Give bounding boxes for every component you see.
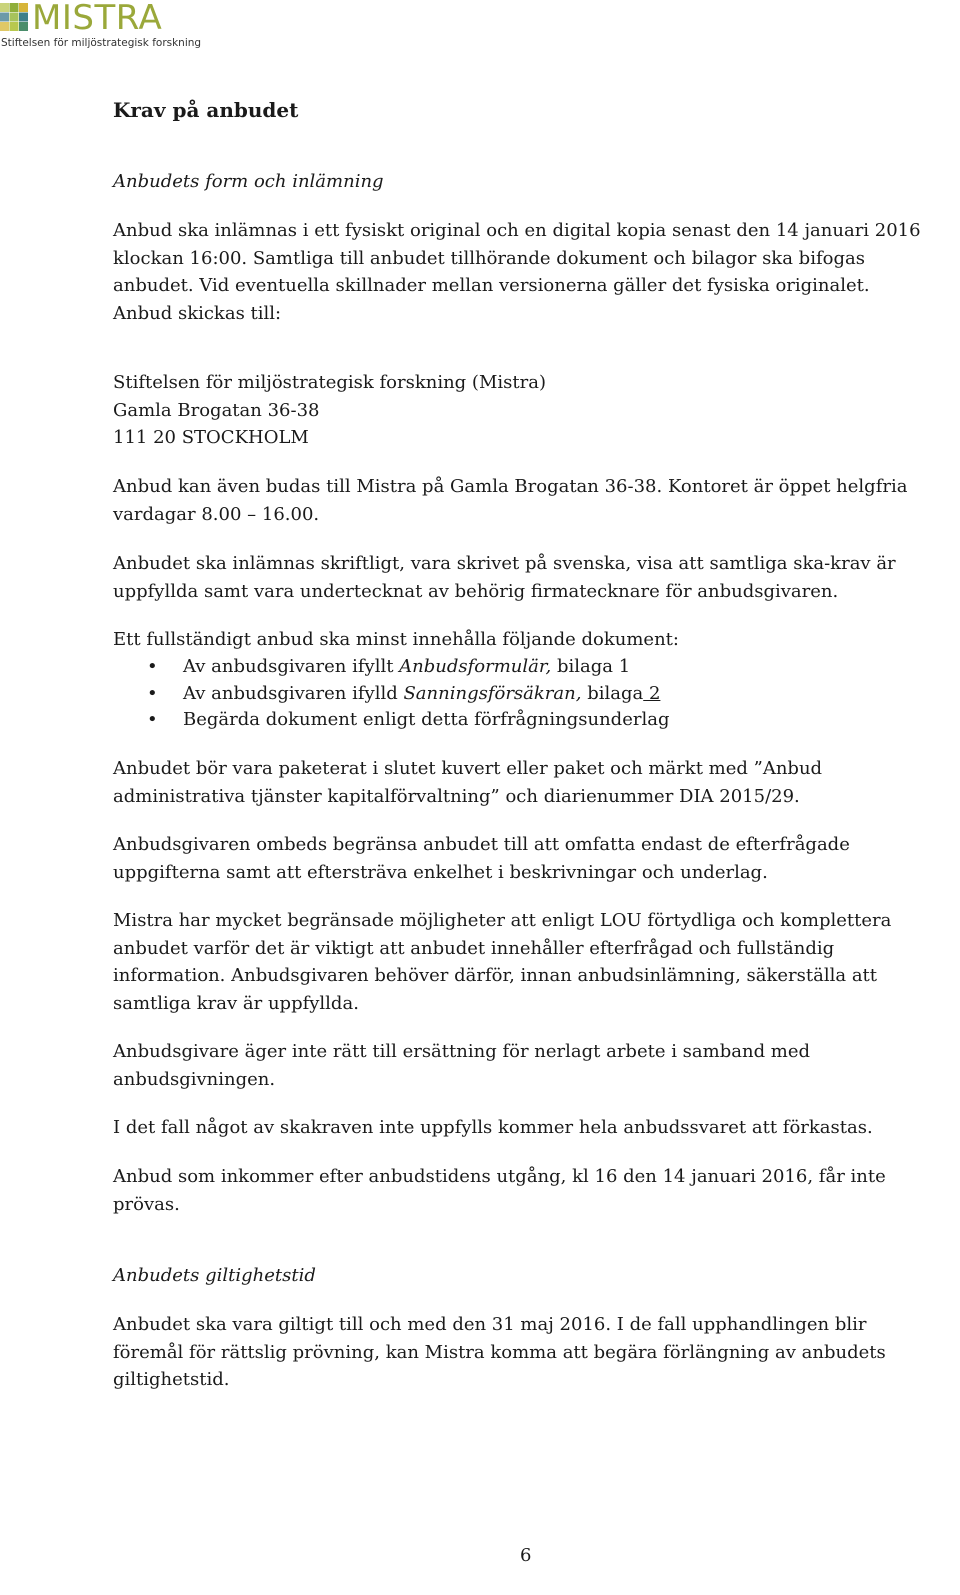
logo-tagline: Stiftelsen för miljöstrategisk forskning bbox=[1, 37, 202, 49]
paragraph-deadline bbox=[113, 1163, 943, 1218]
text-line: Ett fullständigt anbud ska minst innehålla följande dokument: bbox=[113, 629, 679, 650]
text-line: Anbudsgivaren ombeds begränsa anbudet till att omfatta endast de efterfrågade bbox=[113, 834, 850, 855]
address-line: Gamla Brogatan 36-38 bbox=[113, 399, 320, 421]
list-item: • Av anbudsgivaren ifyllt Anbudsformulär, bilaga 1 bbox=[113, 653, 913, 680]
text-line: Anbudet ska vara giltigt till och med den 31 maj 2016. I de fall upphandlingen blir bbox=[113, 1314, 867, 1335]
text-line: I det fall något av skakraven inte uppfylls kommer hela anbudssvaret att förkastas. bbox=[113, 1117, 873, 1138]
section-title-validity: Anbudets giltighetstid bbox=[113, 1265, 316, 1286]
text-line: klockan 16:00. Samtliga till anbudet tillhörande dokument och bilagor ska bifogas bbox=[113, 247, 865, 269]
page-heading: Krav på anbudet bbox=[113, 98, 299, 122]
paragraph-written bbox=[113, 550, 943, 605]
text-line: Mistra har mycket begränsade möjligheter att enligt LOU förtydliga och komplettera bbox=[113, 910, 892, 931]
address-line: Stiftelsen för miljöstrategisk forskning (Mistra) bbox=[113, 372, 546, 393]
text-line: administrativa tjänster kapitalförvaltning” och diarienummer DIA 2015/29. bbox=[113, 785, 800, 807]
section-title-form: Anbudets form och inlämning bbox=[113, 171, 384, 192]
mistra-logo bbox=[0, 0, 200, 56]
text-line: anbudet. Vid eventuella skillnader mellan versionerna gäller det fysiska originalet. bbox=[113, 275, 870, 296]
paragraph-submission bbox=[113, 217, 943, 327]
paragraph-compensation bbox=[113, 1038, 943, 1093]
page-number: 6 bbox=[520, 1545, 532, 1566]
required-documents-list bbox=[113, 653, 913, 733]
text-line: Anbudet bör vara paketerat i slutet kuvert eller paket och märkt med ”Anbud bbox=[113, 758, 823, 779]
text-line: Anbud skickas till: bbox=[113, 302, 282, 324]
text-line: föremål för rättslig prövning, kan Mistra komma att begära förlängning av anbudets bbox=[113, 1341, 886, 1363]
list-item: • Begärda dokument enligt detta förfrågningsunderlag bbox=[113, 706, 913, 733]
text-line: samtliga krav är uppfyllda. bbox=[113, 992, 359, 1014]
text-line: Anbud som inkommer efter anbudstidens utgång, kl 16 den 14 januari 2016, får inte bbox=[113, 1166, 886, 1187]
text-line: uppgifterna samt att eftersträva enkelhet i beskrivningar och underlag. bbox=[113, 861, 768, 883]
text-line: giltighetstid. bbox=[113, 1369, 230, 1390]
paragraph-lou bbox=[113, 907, 943, 1017]
address-line: 111 20 STOCKHOLM bbox=[113, 427, 309, 448]
paragraph-packaging bbox=[113, 755, 943, 810]
paragraph-courier bbox=[113, 473, 943, 528]
address-block bbox=[113, 369, 943, 452]
text-line: Anbud ska inlämnas i ett fysiskt original och en digital kopia senast den 14 januari 2016 bbox=[113, 220, 921, 241]
paragraph-limit bbox=[113, 831, 943, 886]
text-line: Anbud kan även budas till Mistra på Gamla Brogatan 36-38. Kontoret är öppet helgfria bbox=[113, 476, 908, 497]
text-line: vardagar 8.00 – 16.00. bbox=[113, 503, 320, 525]
mistra-logo-mark bbox=[0, 3, 28, 31]
text-line: information. Anbudsgivaren behöver därför, innan anbudsinlämning, säkerställa att bbox=[113, 965, 878, 986]
text-line: prövas. bbox=[113, 1193, 180, 1215]
text-line: anbudsgivningen. bbox=[113, 1068, 276, 1090]
logo-wordmark: MISTRA bbox=[32, 0, 163, 38]
list-item: • Av anbudsgivaren ifylld Sanningsförsäkran, bilaga 2 bbox=[113, 680, 913, 707]
paragraph-validity bbox=[113, 1311, 943, 1394]
text-line: anbudet varför det är viktigt att anbudet innehåller efterfrågad och fullständig bbox=[113, 937, 835, 959]
text-line: Anbudet ska inlämnas skriftligt, vara skrivet på svenska, visa att samtliga ska-krav är bbox=[113, 553, 896, 574]
text-line: Anbudsgivare äger inte rätt till ersättning för nerlagt arbete i samband med bbox=[113, 1041, 811, 1062]
text-line: uppfyllda samt vara undertecknat av behörig firmatecknare för anbudsgivaren. bbox=[113, 580, 839, 602]
paragraph-rejection bbox=[113, 1114, 943, 1142]
list-intro bbox=[113, 626, 943, 654]
